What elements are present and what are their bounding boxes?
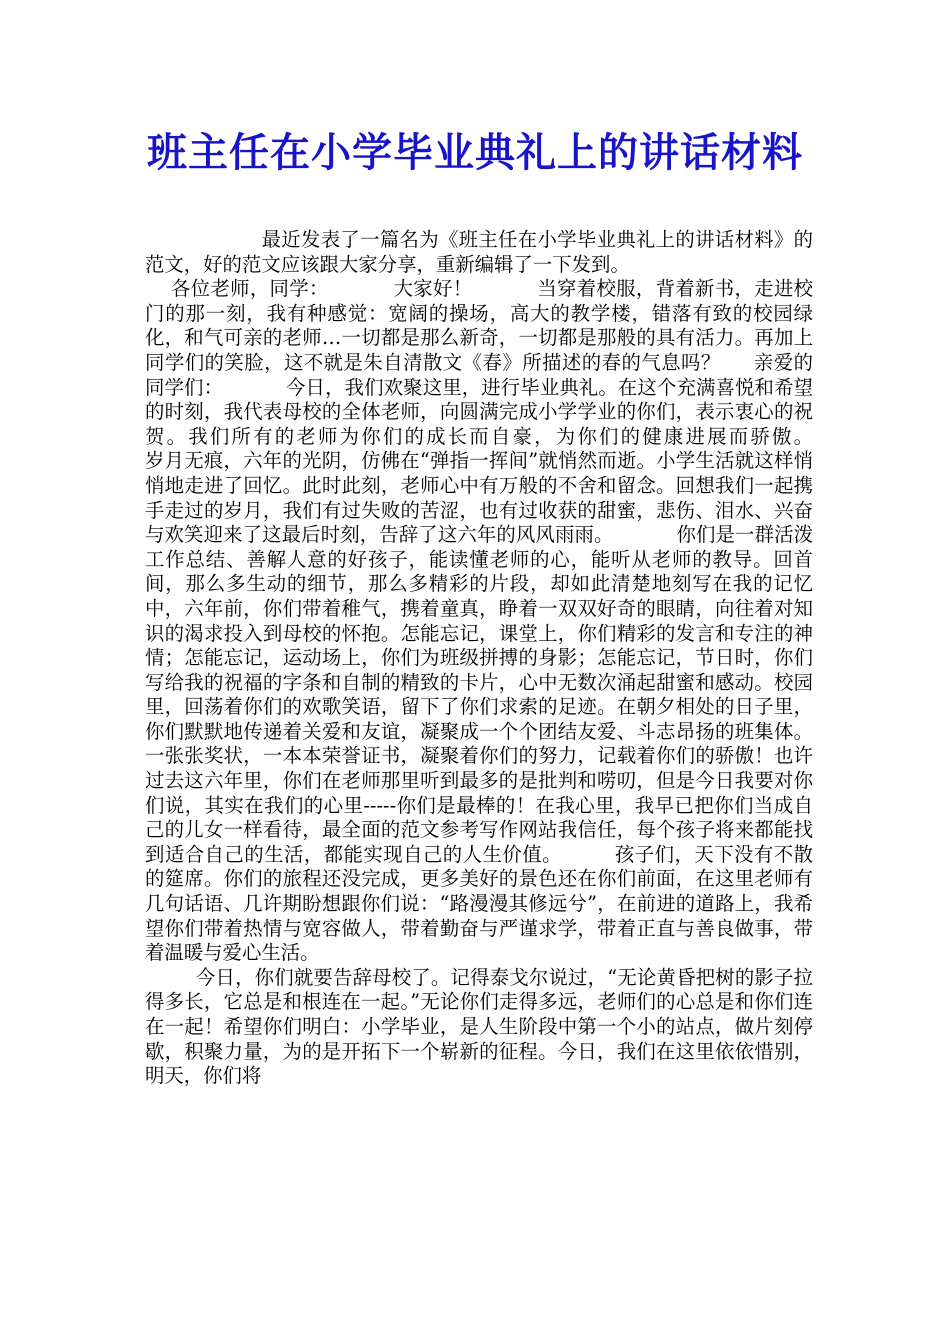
document-title: 班主任在小学毕业典礼上的讲话材料 xyxy=(147,129,803,176)
closing-paragraph: 今日，你们就要告辞母校了。记得泰戈尔说过，“无论黄昏把树的影子拉得多长，它总是和根连在一起。”无论你们走得多远，老师们的心总是和你们连在一起！希望你们明白：小学毕业，是人生阶段中第一个小的站点，做片刻停歇，积聚力量，为的是开拓下一个崭新的征程。今日，我们在这里依依惜别，明天，你们将 xyxy=(145,965,813,1088)
speech-paragraph: 各位老师，同学： 大家好！ 当穿着校服，背着新书，走进校门的那一刻，我有种感觉：宽阔的操场，高大的教学楼，错落有致的校园绿化，和气可亲的老师…一切都是那么新奇，一切都是那般的具有活力。再加上同学们的笑脸，这不就是朱自清散文《春》所描述的春的气息吗？ 亲爱的同学们： 今日，我们欢聚这里，进行毕业典礼。在这个充满喜悦和希望的时刻，我代表母校的全体老师，向圆满完成小学学业的你们，表示衷心的祝贺。我们所有的老师为你们的成长而自豪，为你们的健康进展而骄傲。 岁月无痕，六年的光阴，仿佛在“弹指一挥间”就悄然而逝。小学生活就这样悄悄地走进了回忆。此时此刻，老师心中有万般的不舍和留念。回想我们一起携手走过的岁月，我们有过失败的苦涩，也有过收获的甜蜜，悲伤、泪水、兴奋与欢笑迎来了这最后时刻，告辞了这六年的风风雨雨。 你们是一群活泼工作总结、善解人意的好孩子，能读懂老师的心，能听从老师的教导。回首间，那么多生动的细节，那么多精彩的片段，却如此清楚地刻写在我的记忆中，六年前，你们带着稚气，携着童真，睁着一双双好奇的眼睛，向往着对知识的渴求投入到母校的怀抱。怎能忘记，课堂上，你们精彩的发言和专注的神情；怎能忘记，运动场上，你们为班级拼搏的身影；怎能忘记，节日时，你们写给我的祝福的字条和自制的精致的卡片，心中无数次涌起甜蜜和感动。校园里，回荡着你们的欢歌笑语，留下了你们求索的足迹。在朝夕相处的日子里，你们默默地传递着关爱和友谊，凝聚成一个个团结友爱、斗志昂扬的班集体。一张张奖状，一本本荣誉证书，凝聚着你们的努力，记载着你们的骄傲！也许过去这六年里，你们在老师那里听到最多的是批判和唠叨，但是今日我要对你们说，其实在我们的心里-----你们是最棒的！在我心里，我早已把你们当成自己的儿女一样看待，最全面的范文参考写作网站我信任，每个孩子将来都能找到适合自己的生活，都能实现自己的人生价值。 孩子们，天下没有不散的筵席。你们的旅程还没完成，更多美好的景色还在你们前面，在这里老师有几句话语、几许期盼想跟你们说：“路漫漫其修远兮”，在前进的道路上，我希望你们带着热情与宽容做人，带着勤奋与严谨求学，带着正直与善良做事，带着温暖与爱心生活。 xyxy=(145,277,863,965)
intro-paragraph: 最近发表了一篇名为《班主任在小学毕业典礼上的讲话材料》的范文，好的范文应该跟大家分享，重新编辑了一下发到。 xyxy=(145,228,813,276)
document-body xyxy=(145,228,863,1089)
